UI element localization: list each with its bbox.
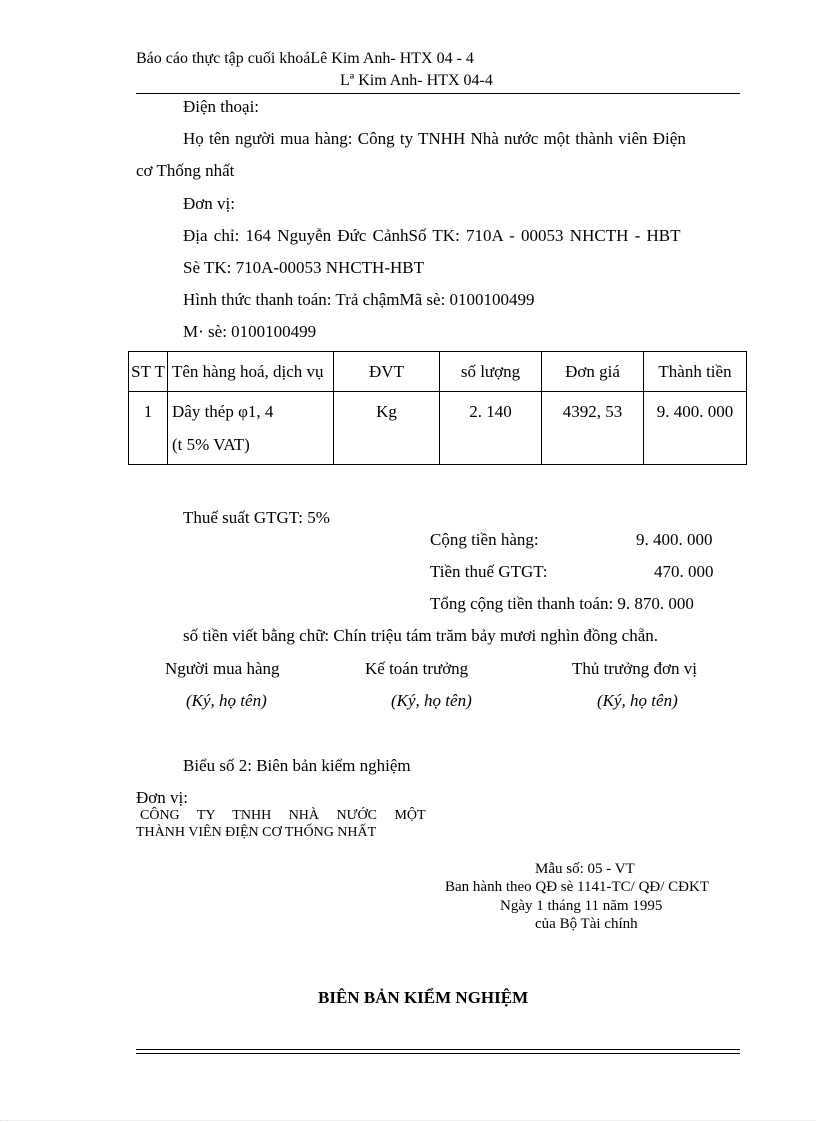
signature-role-accountant: Kế toán trưởng bbox=[365, 659, 469, 678]
cell-qty: 2. 140 bbox=[440, 392, 542, 465]
col-header-price: Đơn giá bbox=[542, 352, 644, 392]
cell-name-line2: (t 5% VAT) bbox=[172, 435, 250, 454]
form-number: Mẫu số: 05 - VT bbox=[535, 861, 635, 877]
form-issued-by: Ban hành theo QĐ sè 1141-TC/ QĐ/ CĐKT bbox=[445, 879, 709, 895]
form-ministry: của Bộ Tài chính bbox=[535, 916, 638, 932]
vat-rate: Thuế suất GTGT: 5% bbox=[183, 508, 330, 527]
col-header-stt: ST T bbox=[129, 352, 168, 392]
page-edge bbox=[0, 1120, 816, 1121]
footer-rule-bottom bbox=[136, 1053, 740, 1054]
signature-note-accountant: (Ký, họ tên) bbox=[391, 691, 472, 710]
form-date: Ngày 1 tháng 11 năm 1995 bbox=[500, 898, 663, 914]
appendix-unit-line2: THÀNH VIÊN ĐIỆN CƠ THỐNG NHẤT bbox=[136, 825, 377, 840]
account-line: Sè TK: 710A-00053 NHCTH-HBT bbox=[183, 258, 424, 277]
col-header-amount: Thành tiền bbox=[644, 352, 747, 392]
signature-role-buyer: Người mua hàng bbox=[165, 659, 280, 678]
phone-label: Điện thoại: bbox=[183, 97, 260, 116]
report-header-title: Báo cáo thực tập cuối khoáLê Kim Anh- HTX 04 - 4 bbox=[136, 50, 474, 67]
appendix-unit-label: Đơn vị: bbox=[136, 788, 188, 807]
appendix-title: Biểu số 2: Biên bản kiểm nghiệm bbox=[183, 756, 411, 775]
buyer-name-line2: cơ Thống nhất bbox=[136, 161, 235, 180]
header-rule bbox=[136, 93, 740, 94]
amount-in-words: số tiền viết bằng chữ: Chín triệu tám trăm bảy mươi nghìn đồng chẵn. bbox=[183, 626, 658, 645]
col-header-unit: ĐVT bbox=[334, 352, 440, 392]
appendix-unit-line1: CÔNG TY TNHH NHÀ NƯỚC MỘT bbox=[140, 808, 426, 823]
address-line: Địa chỉ: 164 Nguyễn Đức CảnhSố TK: 710A - 00053 NHCTH - HBT bbox=[183, 226, 681, 245]
cell-amount: 9. 400. 000 bbox=[644, 392, 747, 465]
document-title: BIÊN BẢN KIỂM NGHIỆM bbox=[318, 988, 529, 1007]
unit-label: Đơn vị: bbox=[183, 194, 235, 213]
cell-name bbox=[168, 392, 334, 465]
goods-total-value: 9. 400. 000 bbox=[636, 530, 713, 549]
vat-amount-value: 470. 000 bbox=[654, 562, 714, 581]
signature-note-director: (Ký, họ tên) bbox=[597, 691, 678, 710]
invoice-table bbox=[128, 351, 747, 465]
tax-code-line: M· sè: 0100100499 bbox=[183, 322, 317, 341]
signature-note-buyer: (Ký, họ tên) bbox=[186, 691, 267, 710]
cell-name-line1: Dây thép φ1, 4 bbox=[172, 402, 274, 421]
cell-unit: Kg bbox=[334, 392, 440, 465]
payment-line: Hình thức thanh toán: Trả chậmMã sè: 0100100499 bbox=[183, 290, 535, 309]
col-header-name: Tên hàng hoá, dịch vụ bbox=[168, 352, 334, 392]
cell-price: 4392, 53 bbox=[542, 392, 644, 465]
footer-rule-top bbox=[136, 1049, 740, 1050]
cell-stt: 1 bbox=[129, 392, 168, 465]
buyer-name-line1: Họ tên người mua hàng: Công ty TNHH Nhà nước một thành viên Điện bbox=[183, 129, 686, 148]
table-row bbox=[129, 392, 747, 465]
report-header-author: Lª Kim Anh- HTX 04-4 bbox=[340, 72, 493, 89]
table-header-row bbox=[129, 352, 747, 392]
signature-role-director: Thủ trưởng đơn vị bbox=[572, 659, 697, 678]
grand-total: Tổng cộng tiền thanh toán: 9. 870. 000 bbox=[430, 594, 694, 613]
goods-total-label: Cộng tiền hàng: bbox=[430, 530, 539, 549]
col-header-qty: số lượng bbox=[440, 352, 542, 392]
vat-amount-label: Tiền thuế GTGT: bbox=[430, 562, 548, 581]
